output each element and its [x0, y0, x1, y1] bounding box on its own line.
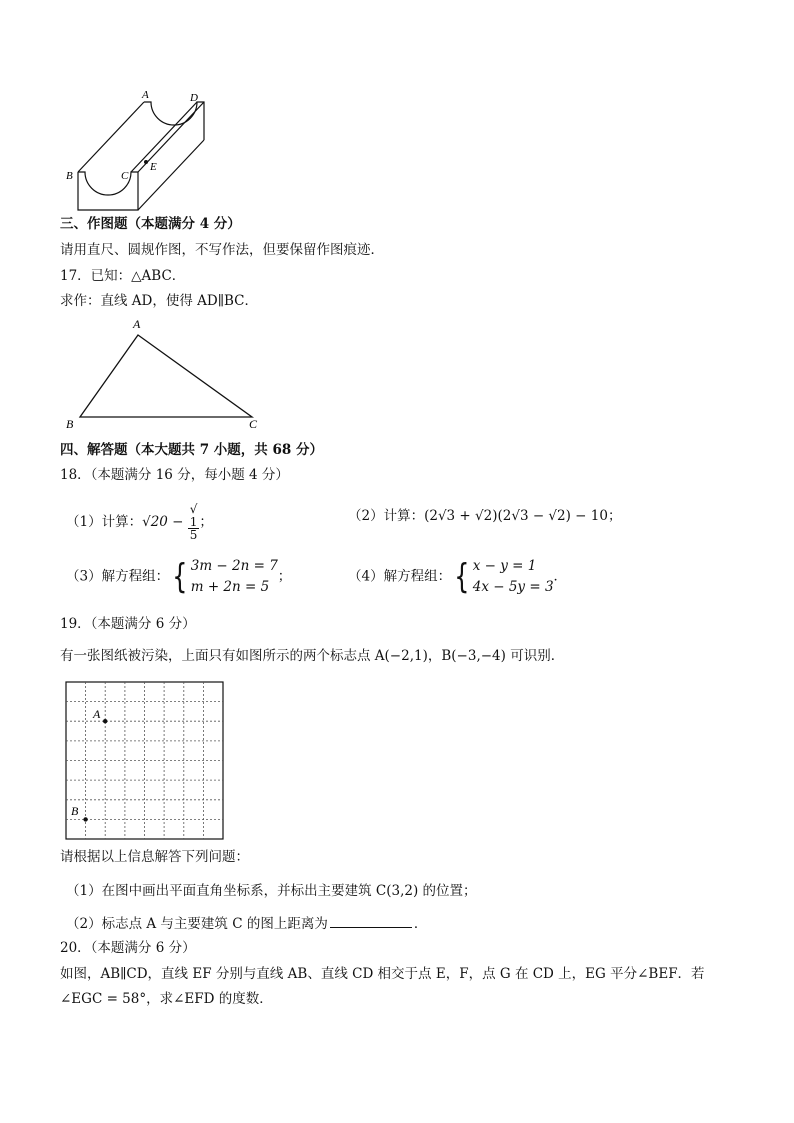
q18-part3: （3）解方程组：{ 3m − 2n = 7 m + 2n = 5 ；	[66, 556, 292, 597]
q17-task: 求作：直线 AD，使得 AD∥BC．	[60, 293, 258, 309]
q19-prompt: 请根据以上信息解答下列问题：	[60, 849, 249, 865]
q18-p2-expr: (2√3 + √2)(2√3 − √2) − 10；	[424, 508, 622, 524]
grid-point-b	[83, 817, 87, 821]
q18-p3-brace: {	[172, 556, 188, 597]
q18-p4-system: x − y = 1 4x − 5y = 3	[472, 558, 554, 595]
triangle-label-a: A	[133, 317, 141, 331]
channel-figure	[60, 88, 220, 213]
label-e: E	[150, 161, 157, 173]
answer-blank[interactable]	[330, 915, 412, 928]
q20-line1: 如图，AB∥CD，直线 EF 分别与直线 AB、直线 CD 相交于点 E，F，点 G 在 CD 上，EG 平分∠BEF．若	[60, 966, 705, 982]
q18-p1-fraction: √ 1 5	[189, 502, 198, 543]
q18-p3-label: （3）解方程组：	[66, 568, 170, 585]
section3-heading: 三、作图题（本题满分 4 分）	[60, 216, 241, 232]
point-e	[144, 160, 148, 164]
q18-p2-label: （2）计算：	[348, 508, 425, 524]
q18-p1-end: ；	[199, 513, 213, 530]
label-b: B	[66, 170, 73, 182]
triangle-label-c: C	[249, 417, 258, 431]
q18-part4: （4）解方程组：{ x − y = 1 4x − 5y = 3 ．	[348, 556, 568, 597]
grid-point-a	[103, 719, 107, 723]
label-d: D	[190, 92, 198, 104]
q18-part1	[66, 503, 213, 542]
q19-part2: （2）标志点 A 与主要建筑 C 的图上距离为 ．	[66, 916, 428, 932]
label-c: C	[121, 170, 129, 182]
grid-label-b: B	[71, 804, 79, 818]
q20-line2: ∠EGC = 58°，求∠EFD 的度数．	[60, 991, 273, 1007]
q18-header: 18．（本题满分 16 分，每小题 4 分）	[60, 467, 289, 483]
q18-p4-label: （4）解方程组：	[348, 568, 452, 585]
section4-heading: 四、解答题（本大题共 7 小题，共 68 分）	[60, 442, 323, 458]
q20-header: 20．（本题满分 6 分）	[60, 940, 196, 956]
section3-instruction: 请用直尺、圆规作图，不写作法，但要保留作图痕迹．	[60, 242, 384, 258]
q18-p3-system: 3m − 2n = 7 m + 2n = 5	[190, 558, 278, 595]
q18-p4-brace: {	[454, 556, 470, 597]
q19-grid	[65, 681, 225, 841]
q17-given: 17．已知：△ABC．	[60, 268, 186, 284]
triangle-abc	[60, 315, 280, 435]
q18-p1-label: （1）计算：	[66, 513, 143, 530]
q19-header: 19．（本题满分 6 分）	[60, 616, 196, 632]
q18-p1-expr: √20 −	[142, 513, 184, 530]
grid-label-a: A	[93, 707, 101, 721]
q18-part2	[348, 508, 621, 524]
triangle-label-b: B	[66, 417, 74, 431]
label-a: A	[142, 89, 149, 101]
q19-text: 有一张图纸被污染，上面只有如图所示的两个标志点 A(−2,1)，B(−3,−4) 可识别．	[60, 648, 565, 664]
q19-part1: （1）在图中画出平面直角坐标系，并标出主要建筑 C(3,2) 的位置；	[66, 883, 477, 899]
